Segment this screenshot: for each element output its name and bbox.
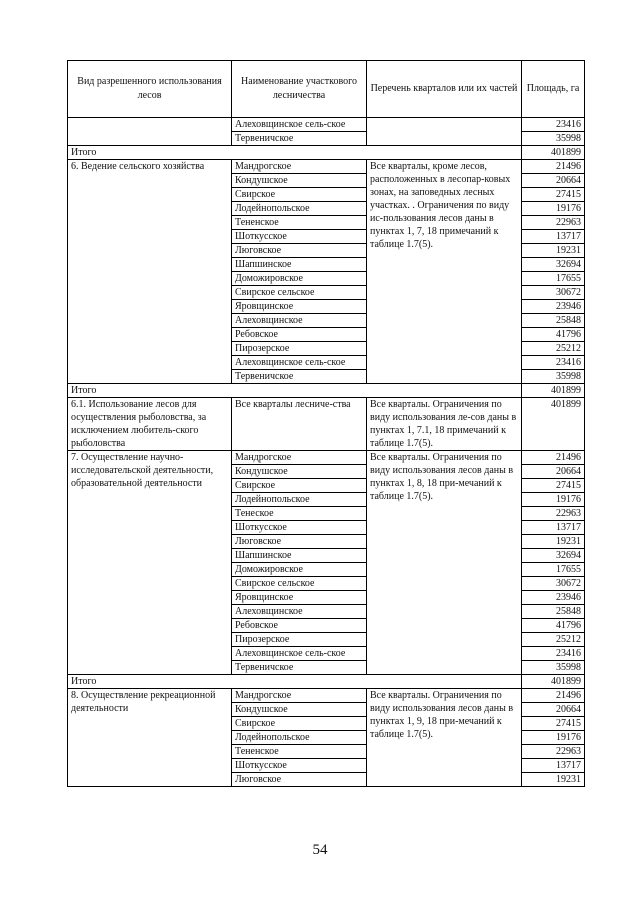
forestry-name-cell: Тервеничское xyxy=(232,661,367,675)
forestry-name-cell: Тервеничское xyxy=(232,132,367,146)
total-label: Итого xyxy=(68,146,522,160)
area-cell: 27415 xyxy=(522,188,585,202)
forestry-name-cell: Ребовское xyxy=(232,328,367,342)
area-cell: 32694 xyxy=(522,258,585,272)
forestry-name-cell: Люговское xyxy=(232,535,367,549)
area-cell: 401899 xyxy=(522,398,585,451)
forestry-name-cell: Свирское сельское xyxy=(232,286,367,300)
area-cell: 35998 xyxy=(522,132,585,146)
forestry-name-cell: Алеховщинское сель-ское xyxy=(232,647,367,661)
forestry-name-cell: Свирское сельское xyxy=(232,577,367,591)
forestry-name-cell: Мандрогское xyxy=(232,160,367,174)
forestry-name-cell: Лодейнопольское xyxy=(232,202,367,216)
area-cell: 22963 xyxy=(522,216,585,230)
area-cell: 25848 xyxy=(522,605,585,619)
area-cell: 19176 xyxy=(522,202,585,216)
area-cell: 13717 xyxy=(522,759,585,773)
total-label: Итого xyxy=(68,384,522,398)
forestry-name-cell: Пирозерское xyxy=(232,342,367,356)
area-cell: 32694 xyxy=(522,549,585,563)
area-cell: 30672 xyxy=(522,286,585,300)
forestry-name-cell: Свирское xyxy=(232,479,367,493)
forestry-name-cell: Доможировское xyxy=(232,272,367,286)
forestry-name-cell: Кондушское xyxy=(232,465,367,479)
area-cell: 25212 xyxy=(522,342,585,356)
forestry-name-cell: Тенеское xyxy=(232,507,367,521)
area-cell: 17655 xyxy=(522,563,585,577)
quarters-cell: Все кварталы. Ограничения по виду использования лесов даны в пунктах 1, 9, 18 при-мечаний к таблице 1.7(5). xyxy=(367,689,522,787)
area-cell: 41796 xyxy=(522,328,585,342)
forestry-name-cell: Люговское xyxy=(232,773,367,787)
area-cell: 17655 xyxy=(522,272,585,286)
use-type-cell: 7. Осуществление научно-исследовательской деятельности, образовательной деятельности xyxy=(68,451,232,675)
area-cell: 25848 xyxy=(522,314,585,328)
forestry-name-cell: Шапшинское xyxy=(232,549,367,563)
header-row xyxy=(68,61,585,118)
total-row xyxy=(68,675,585,689)
forestry-name-cell: Тененское xyxy=(232,745,367,759)
forestry-name-cell: Лодейнопольское xyxy=(232,731,367,745)
use-type-cell: 6. Ведение сельского хозяйства xyxy=(68,160,232,384)
forestry-name-cell: Кондушское xyxy=(232,174,367,188)
area-cell: 25212 xyxy=(522,633,585,647)
table-row xyxy=(68,160,585,174)
forestry-name-cell: Тененское xyxy=(232,216,367,230)
forestry-name-cell: Шоткусское xyxy=(232,759,367,773)
area-cell: 35998 xyxy=(522,661,585,675)
total-value: 401899 xyxy=(522,384,585,398)
total-row xyxy=(68,384,585,398)
forestry-name-cell: Алеховщинское xyxy=(232,605,367,619)
area-cell: 19231 xyxy=(522,535,585,549)
area-cell: 30672 xyxy=(522,577,585,591)
forestry-name-cell: Свирское xyxy=(232,188,367,202)
total-value: 401899 xyxy=(522,146,585,160)
area-cell: 19231 xyxy=(522,773,585,787)
area-cell: 20664 xyxy=(522,465,585,479)
area-cell: 20664 xyxy=(522,703,585,717)
forestry-name-cell: Доможировское xyxy=(232,563,367,577)
forestry-name-cell: Шапшинское xyxy=(232,258,367,272)
use-type-cell xyxy=(68,118,232,146)
header-area: Площадь, га xyxy=(522,61,585,118)
forestry-name-cell: Кондушское xyxy=(232,703,367,717)
total-value: 401899 xyxy=(522,675,585,689)
area-cell: 23946 xyxy=(522,591,585,605)
table-row xyxy=(68,689,585,703)
forestry-name-cell: Все кварталы лесниче-ства xyxy=(232,398,367,451)
forestry-name-cell: Свирское xyxy=(232,717,367,731)
area-cell: 13717 xyxy=(522,230,585,244)
area-cell: 19231 xyxy=(522,244,585,258)
header-use-type: Вид разрешенного использования лесов xyxy=(68,61,232,118)
area-cell: 21496 xyxy=(522,160,585,174)
use-type-cell: 8. Осуществление рекреационной деятельности xyxy=(68,689,232,787)
quarters-cell: Все кварталы. Ограничения по виду использования ле-сов даны в пунктах 1, 7.1, 18 примечаний к таблице 1.7(5). xyxy=(367,398,522,451)
area-cell: 19176 xyxy=(522,731,585,745)
page-number: 54 xyxy=(312,842,328,858)
forestry-name-cell: Алеховщинское сель-ское xyxy=(232,118,367,132)
area-cell: 27415 xyxy=(522,479,585,493)
area-cell: 22963 xyxy=(522,507,585,521)
table-row xyxy=(68,398,585,451)
header-quarters-list: Перечень кварталов или их частей xyxy=(367,61,522,118)
area-cell: 21496 xyxy=(522,689,585,703)
forestry-name-cell: Тервеничское xyxy=(232,370,367,384)
quarters-cell: Все кварталы, кроме лесов, расположенных в лесопар-ковых зонах, на заповедных лесных участках. . Ограничения по виду ис-пользования лесов даны в пунктах 1, 7, 18 примечаний к таблице 1.7(5). xyxy=(367,160,522,384)
area-cell: 41796 xyxy=(522,619,585,633)
area-cell: 23416 xyxy=(522,118,585,132)
area-cell: 27415 xyxy=(522,717,585,731)
area-cell: 23416 xyxy=(522,647,585,661)
forestry-name-cell: Лодейнопольское xyxy=(232,493,367,507)
total-label: Итого xyxy=(68,675,522,689)
table-row xyxy=(68,118,585,132)
area-cell: 20664 xyxy=(522,174,585,188)
forestry-name-cell: Мандрогское xyxy=(232,451,367,465)
use-type-cell: 6.1. Использование лесов для осуществления рыболовства, за исключением любитель-ского рыболовства xyxy=(68,398,232,451)
area-cell: 13717 xyxy=(522,521,585,535)
table-row xyxy=(68,451,585,465)
total-row xyxy=(68,146,585,160)
header-forestry-name: Наименование участкового лесничества xyxy=(232,61,367,118)
forestry-name-cell: Яровщинское xyxy=(232,591,367,605)
area-cell: 21496 xyxy=(522,451,585,465)
forestry-name-cell: Шоткусское xyxy=(232,230,367,244)
area-cell: 23946 xyxy=(522,300,585,314)
forestry-name-cell: Шоткусское xyxy=(232,521,367,535)
quarters-cell: Все кварталы. Ограничения по виду использования лесов даны в пунктах 1, 8, 18 при-мечаний к таблице 1.7(5). xyxy=(367,451,522,675)
area-cell: 19176 xyxy=(522,493,585,507)
forestry-name-cell: Алеховщинское xyxy=(232,314,367,328)
forestry-name-cell: Мандрогское xyxy=(232,689,367,703)
area-cell: 23416 xyxy=(522,356,585,370)
quarters-cell xyxy=(367,118,522,146)
forestry-name-cell: Яровщинское xyxy=(232,300,367,314)
forestry-name-cell: Пирозерское xyxy=(232,633,367,647)
forest-use-table xyxy=(67,60,585,787)
area-cell: 35998 xyxy=(522,370,585,384)
area-cell: 22963 xyxy=(522,745,585,759)
forestry-name-cell: Ребовское xyxy=(232,619,367,633)
forestry-name-cell: Люговское xyxy=(232,244,367,258)
forestry-name-cell: Алеховщинское сель-ское xyxy=(232,356,367,370)
